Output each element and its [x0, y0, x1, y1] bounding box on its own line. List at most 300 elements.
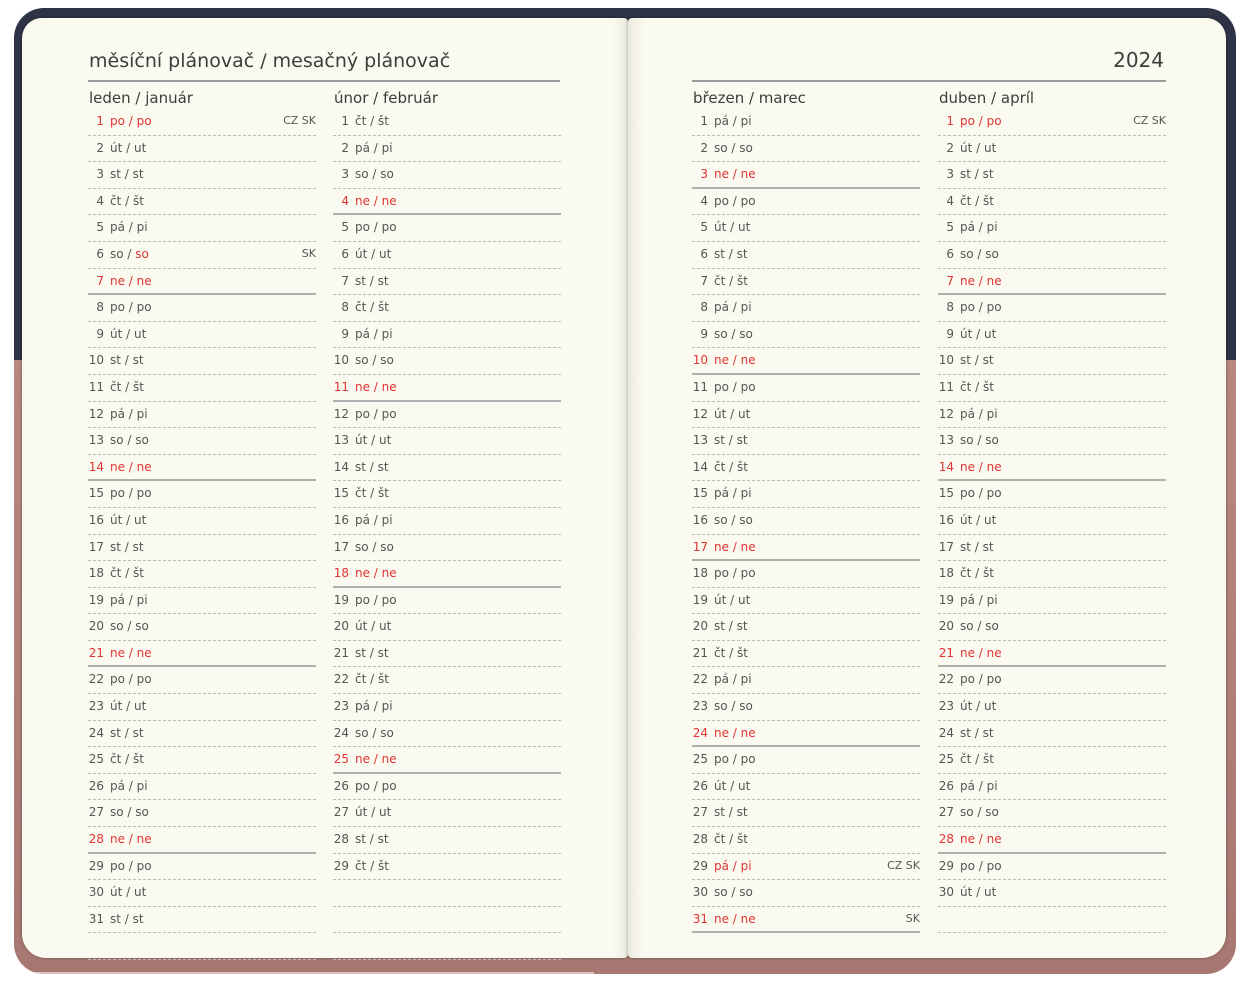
day-name: út / ut [960, 140, 997, 155]
day-name: pá / pi [355, 512, 393, 527]
day-number: 19 [88, 592, 104, 607]
day-name: so / so [355, 725, 394, 740]
day-name: po / po [714, 566, 756, 581]
day-number: 5 [946, 220, 954, 235]
day-name: út / ut [714, 220, 751, 235]
day-row [692, 588, 920, 615]
day-name: pá / pi [960, 778, 998, 793]
day-row [88, 561, 316, 588]
holiday-marker: CZ SK [887, 858, 920, 872]
day-number: 24 [692, 725, 708, 740]
day-number: 19 [333, 592, 349, 607]
month-name: leden / január [89, 89, 193, 107]
day-number: 27 [88, 805, 104, 820]
title-rule-left [88, 80, 560, 82]
day-row [333, 641, 561, 668]
day-number: 6 [96, 246, 104, 261]
day-number: 22 [938, 672, 954, 687]
day-number: 9 [341, 326, 349, 341]
holiday-marker: SK [301, 246, 316, 260]
day-number: 11 [692, 379, 708, 394]
title-rule-right [692, 80, 1166, 82]
year-label: 2024 [1113, 48, 1164, 72]
day-name: so / so [110, 433, 149, 448]
day-row [692, 880, 920, 907]
day-name: po / po [355, 592, 397, 607]
day-number: 5 [700, 220, 708, 235]
day-name: so / so [714, 699, 753, 714]
day-row [692, 854, 920, 881]
day-row [692, 747, 920, 774]
month-column-january [88, 86, 316, 960]
day-row [88, 269, 316, 296]
day-name: po / po [960, 486, 1002, 501]
day-number: 20 [692, 619, 708, 634]
day-row [88, 136, 316, 163]
day-name: pá / pi [355, 699, 393, 714]
day-row [938, 641, 1166, 668]
day-name: ne / ne [714, 539, 756, 554]
day-number: 13 [938, 433, 954, 448]
day-row [333, 455, 561, 482]
day-number: 14 [333, 459, 349, 474]
day-name: ne / ne [355, 752, 397, 767]
day-row [938, 854, 1166, 881]
day-row [692, 109, 920, 136]
day-name: ne / ne [714, 911, 756, 926]
day-row [692, 402, 920, 429]
day-row [88, 880, 316, 907]
day-row [692, 215, 920, 242]
day-row [333, 481, 561, 508]
day-number: 14 [88, 459, 104, 474]
day-row [692, 136, 920, 163]
day-row [692, 269, 920, 296]
day-name: út / ut [714, 778, 751, 793]
day-name: ne / ne [960, 832, 1002, 847]
day-name: ne / ne [355, 193, 397, 208]
day-row [692, 800, 920, 827]
day-row [938, 614, 1166, 641]
day-number: 8 [96, 300, 104, 315]
day-number: 15 [88, 486, 104, 501]
empty-row [938, 907, 1166, 934]
day-name: čt / št [110, 379, 144, 394]
day-number: 16 [938, 512, 954, 527]
day-row [692, 375, 920, 402]
day-name: ne / ne [110, 273, 152, 288]
day-name: po / po [355, 220, 397, 235]
day-number: 25 [692, 752, 708, 767]
month-name: duben / apríl [939, 89, 1035, 107]
day-row [938, 588, 1166, 615]
day-name: po / po [355, 406, 397, 421]
day-row [333, 588, 561, 615]
day-row [938, 242, 1166, 269]
day-row [88, 162, 316, 189]
day-row [88, 641, 316, 668]
day-number: 11 [938, 379, 954, 394]
day-row [333, 242, 561, 269]
day-row [938, 162, 1166, 189]
day-name: út / ut [960, 885, 997, 900]
day-list [333, 109, 561, 960]
day-row [938, 189, 1166, 216]
day-name: pá / pi [714, 114, 752, 128]
day-name: so / so [714, 885, 753, 900]
day-name: út / ut [714, 592, 751, 607]
day-name: čt / št [714, 645, 748, 660]
day-name: pá / pi [110, 592, 148, 607]
day-row [88, 774, 316, 801]
day-row [938, 774, 1166, 801]
day-name: út / ut [355, 805, 392, 820]
day-name: po / po [110, 486, 152, 501]
day-name: so / so [110, 805, 149, 820]
day-number: 22 [88, 672, 104, 687]
day-row [938, 295, 1166, 322]
day-row [333, 747, 561, 774]
day-number: 23 [692, 699, 708, 714]
day-row [692, 907, 920, 934]
day-name: pá / pi [960, 592, 998, 607]
day-name: so / so [960, 433, 999, 448]
day-number: 16 [88, 512, 104, 527]
day-row [88, 854, 316, 881]
day-name: ne / ne [355, 379, 397, 394]
day-name: so / so [960, 805, 999, 820]
day-name: so / so [355, 167, 394, 182]
day-number: 27 [692, 805, 708, 820]
day-number: 16 [333, 512, 349, 527]
day-row [938, 561, 1166, 588]
day-name: ne / ne [960, 645, 1002, 660]
day-row [692, 242, 920, 269]
day-row [938, 109, 1166, 136]
day-number: 21 [692, 645, 708, 660]
day-row [692, 189, 920, 216]
day-number: 20 [88, 619, 104, 634]
day-row [88, 588, 316, 615]
day-number: 25 [88, 752, 104, 767]
day-name: ne / ne [960, 273, 1002, 288]
day-number: 17 [692, 539, 708, 554]
day-row [333, 402, 561, 429]
day-list [938, 109, 1166, 933]
day-number: 1 [96, 114, 104, 128]
day-row [333, 827, 561, 854]
day-name: st / st [960, 167, 994, 182]
day-number: 3 [946, 167, 954, 182]
day-number: 14 [938, 459, 954, 474]
day-name: po / po [110, 858, 152, 873]
day-name: út / ut [110, 140, 147, 155]
day-name: ne / ne [960, 459, 1002, 474]
day-number: 26 [88, 778, 104, 793]
day-number: 10 [938, 353, 954, 368]
day-row [88, 481, 316, 508]
day-name: čt / št [355, 486, 389, 501]
day-number: 29 [938, 858, 954, 873]
day-row [692, 641, 920, 668]
day-number: 21 [88, 645, 104, 660]
day-number: 12 [692, 406, 708, 421]
day-row [333, 215, 561, 242]
day-number: 1 [341, 114, 349, 128]
day-row [88, 109, 316, 136]
day-row [88, 694, 316, 721]
day-row [88, 535, 316, 562]
day-number: 29 [333, 858, 349, 873]
day-row [692, 455, 920, 482]
day-list [88, 109, 316, 960]
day-name: út / ut [110, 699, 147, 714]
day-name: ne / ne [110, 645, 152, 660]
day-number: 23 [88, 699, 104, 714]
day-number: 6 [946, 246, 954, 261]
day-name: so / so [110, 246, 149, 261]
day-name: ne / ne [110, 832, 152, 847]
day-name: po / po [960, 300, 1002, 315]
day-name: so / so [714, 140, 753, 155]
day-name: čt / št [110, 566, 144, 581]
day-number: 13 [333, 433, 349, 448]
day-row [692, 348, 920, 375]
day-name: st / st [355, 645, 389, 660]
day-row [692, 694, 920, 721]
day-name: st / st [960, 539, 994, 554]
day-name: pá / pi [355, 140, 393, 155]
day-row [333, 189, 561, 216]
day-name: út / ut [110, 326, 147, 341]
day-name: čt / št [110, 752, 144, 767]
day-row [692, 561, 920, 588]
day-number: 4 [700, 193, 708, 208]
day-name: st / st [714, 805, 748, 820]
day-row [938, 269, 1166, 296]
day-name: so / so [960, 619, 999, 634]
holiday-marker: SK [905, 911, 920, 925]
day-row [88, 907, 316, 934]
day-row [333, 136, 561, 163]
day-row [692, 721, 920, 748]
day-number: 29 [88, 858, 104, 873]
day-row [938, 481, 1166, 508]
day-name: čt / št [714, 273, 748, 288]
day-name: so / so [714, 326, 753, 341]
month-column-march [692, 86, 920, 933]
day-number: 30 [692, 885, 708, 900]
day-name: po / po [714, 379, 756, 394]
day-row [88, 322, 316, 349]
day-name: út / ut [110, 512, 147, 527]
day-number: 5 [341, 220, 349, 235]
day-name: ne / ne [355, 566, 397, 581]
day-row [333, 348, 561, 375]
day-name: čt / št [714, 459, 748, 474]
day-number: 2 [96, 140, 104, 155]
day-number: 24 [333, 725, 349, 740]
day-number: 18 [938, 566, 954, 581]
day-number: 8 [946, 300, 954, 315]
day-number: 15 [692, 486, 708, 501]
day-number: 3 [341, 167, 349, 182]
day-number: 1 [700, 114, 708, 128]
holiday-marker: CZ SK [1133, 114, 1166, 127]
day-name: so / so [714, 512, 753, 527]
day-number: 12 [333, 406, 349, 421]
day-name: pá / pi [110, 220, 148, 235]
day-name: pá / pi [110, 778, 148, 793]
day-number: 2 [946, 140, 954, 155]
day-number: 3 [96, 167, 104, 182]
day-number: 26 [333, 778, 349, 793]
day-number: 26 [692, 778, 708, 793]
day-name: pá / pi [960, 406, 998, 421]
day-number: 6 [341, 246, 349, 261]
day-number: 20 [938, 619, 954, 634]
day-name: út / ut [960, 699, 997, 714]
day-row [938, 215, 1166, 242]
day-number: 4 [341, 193, 349, 208]
day-number: 10 [88, 353, 104, 368]
day-name: st / st [110, 725, 144, 740]
day-name: út / ut [714, 406, 751, 421]
day-name: st / st [355, 832, 389, 847]
day-number: 8 [700, 300, 708, 315]
day-name: po / po [960, 858, 1002, 873]
day-name: ne / ne [714, 725, 756, 740]
day-number: 18 [333, 566, 349, 581]
day-row [88, 295, 316, 322]
day-number: 7 [946, 273, 954, 288]
day-number: 7 [341, 273, 349, 288]
day-number: 31 [88, 911, 104, 926]
day-number: 3 [700, 167, 708, 182]
day-name: so / so [960, 246, 999, 261]
day-name: so / so [355, 539, 394, 554]
day-name: út / ut [355, 433, 392, 448]
day-number: 13 [692, 433, 708, 448]
day-row [88, 800, 316, 827]
day-number: 24 [88, 725, 104, 740]
day-name: čt / št [714, 832, 748, 847]
day-name: so / so [110, 619, 149, 634]
day-name: st / st [714, 433, 748, 448]
day-row [692, 322, 920, 349]
day-name: čt / št [355, 300, 389, 315]
day-row [333, 721, 561, 748]
day-number: 17 [938, 539, 954, 554]
day-name: út / ut [355, 246, 392, 261]
day-name: so / so [355, 353, 394, 368]
day-row [692, 614, 920, 641]
day-name: st / st [110, 167, 144, 182]
empty-row [333, 907, 561, 934]
day-row [333, 854, 561, 881]
day-name: pá / pi [714, 858, 752, 873]
day-number: 13 [88, 433, 104, 448]
day-number: 10 [692, 353, 708, 368]
day-number: 11 [88, 379, 104, 394]
day-name: st / st [110, 911, 144, 926]
day-row [938, 375, 1166, 402]
day-number: 28 [88, 832, 104, 847]
day-row [938, 721, 1166, 748]
day-number: 28 [692, 832, 708, 847]
day-row [938, 880, 1166, 907]
month-column-april [938, 86, 1166, 933]
day-number: 12 [88, 406, 104, 421]
day-number: 16 [692, 512, 708, 527]
day-row [938, 428, 1166, 455]
day-row [333, 375, 561, 402]
day-number: 26 [938, 778, 954, 793]
day-number: 12 [938, 406, 954, 421]
day-number: 23 [333, 699, 349, 714]
day-row [333, 561, 561, 588]
day-number: 8 [341, 300, 349, 315]
day-row [88, 189, 316, 216]
day-number: 30 [938, 885, 954, 900]
day-number: 25 [333, 752, 349, 767]
day-row [692, 535, 920, 562]
day-number: 2 [700, 140, 708, 155]
day-number: 19 [938, 592, 954, 607]
day-number: 17 [88, 539, 104, 554]
day-number: 24 [938, 725, 954, 740]
day-name: st / st [960, 725, 994, 740]
day-name: st / st [960, 353, 994, 368]
day-number: 11 [333, 379, 349, 394]
day-number: 27 [938, 805, 954, 820]
day-number: 14 [692, 459, 708, 474]
day-name: po / po [110, 672, 152, 687]
day-row [938, 402, 1166, 429]
day-number: 18 [692, 566, 708, 581]
empty-row [333, 880, 561, 907]
day-row [333, 109, 561, 136]
day-row [88, 348, 316, 375]
day-number: 15 [333, 486, 349, 501]
page-gutter [612, 18, 644, 958]
day-row [88, 747, 316, 774]
page-title: měsíční plánovač / mesačný plánovač [89, 50, 451, 72]
day-name: st / st [110, 539, 144, 554]
month-name: únor / február [334, 89, 439, 107]
day-name: út / ut [355, 619, 392, 634]
day-row [692, 774, 920, 801]
day-name: pá / pi [355, 326, 393, 341]
day-row [692, 508, 920, 535]
cover-decoration [34, 972, 594, 974]
day-row [88, 614, 316, 641]
day-name: st / st [110, 353, 144, 368]
day-name: pá / pi [714, 486, 752, 501]
day-row [333, 162, 561, 189]
day-number: 19 [692, 592, 708, 607]
day-name: čt / št [960, 193, 994, 208]
day-name: čt / št [960, 752, 994, 767]
day-number: 21 [333, 645, 349, 660]
day-row [938, 508, 1166, 535]
month-column-february [333, 86, 561, 960]
day-name: čt / št [110, 193, 144, 208]
day-name: pá / pi [714, 300, 752, 315]
day-name: po / po [714, 193, 756, 208]
day-number: 7 [96, 273, 104, 288]
day-name: čt / št [960, 566, 994, 581]
